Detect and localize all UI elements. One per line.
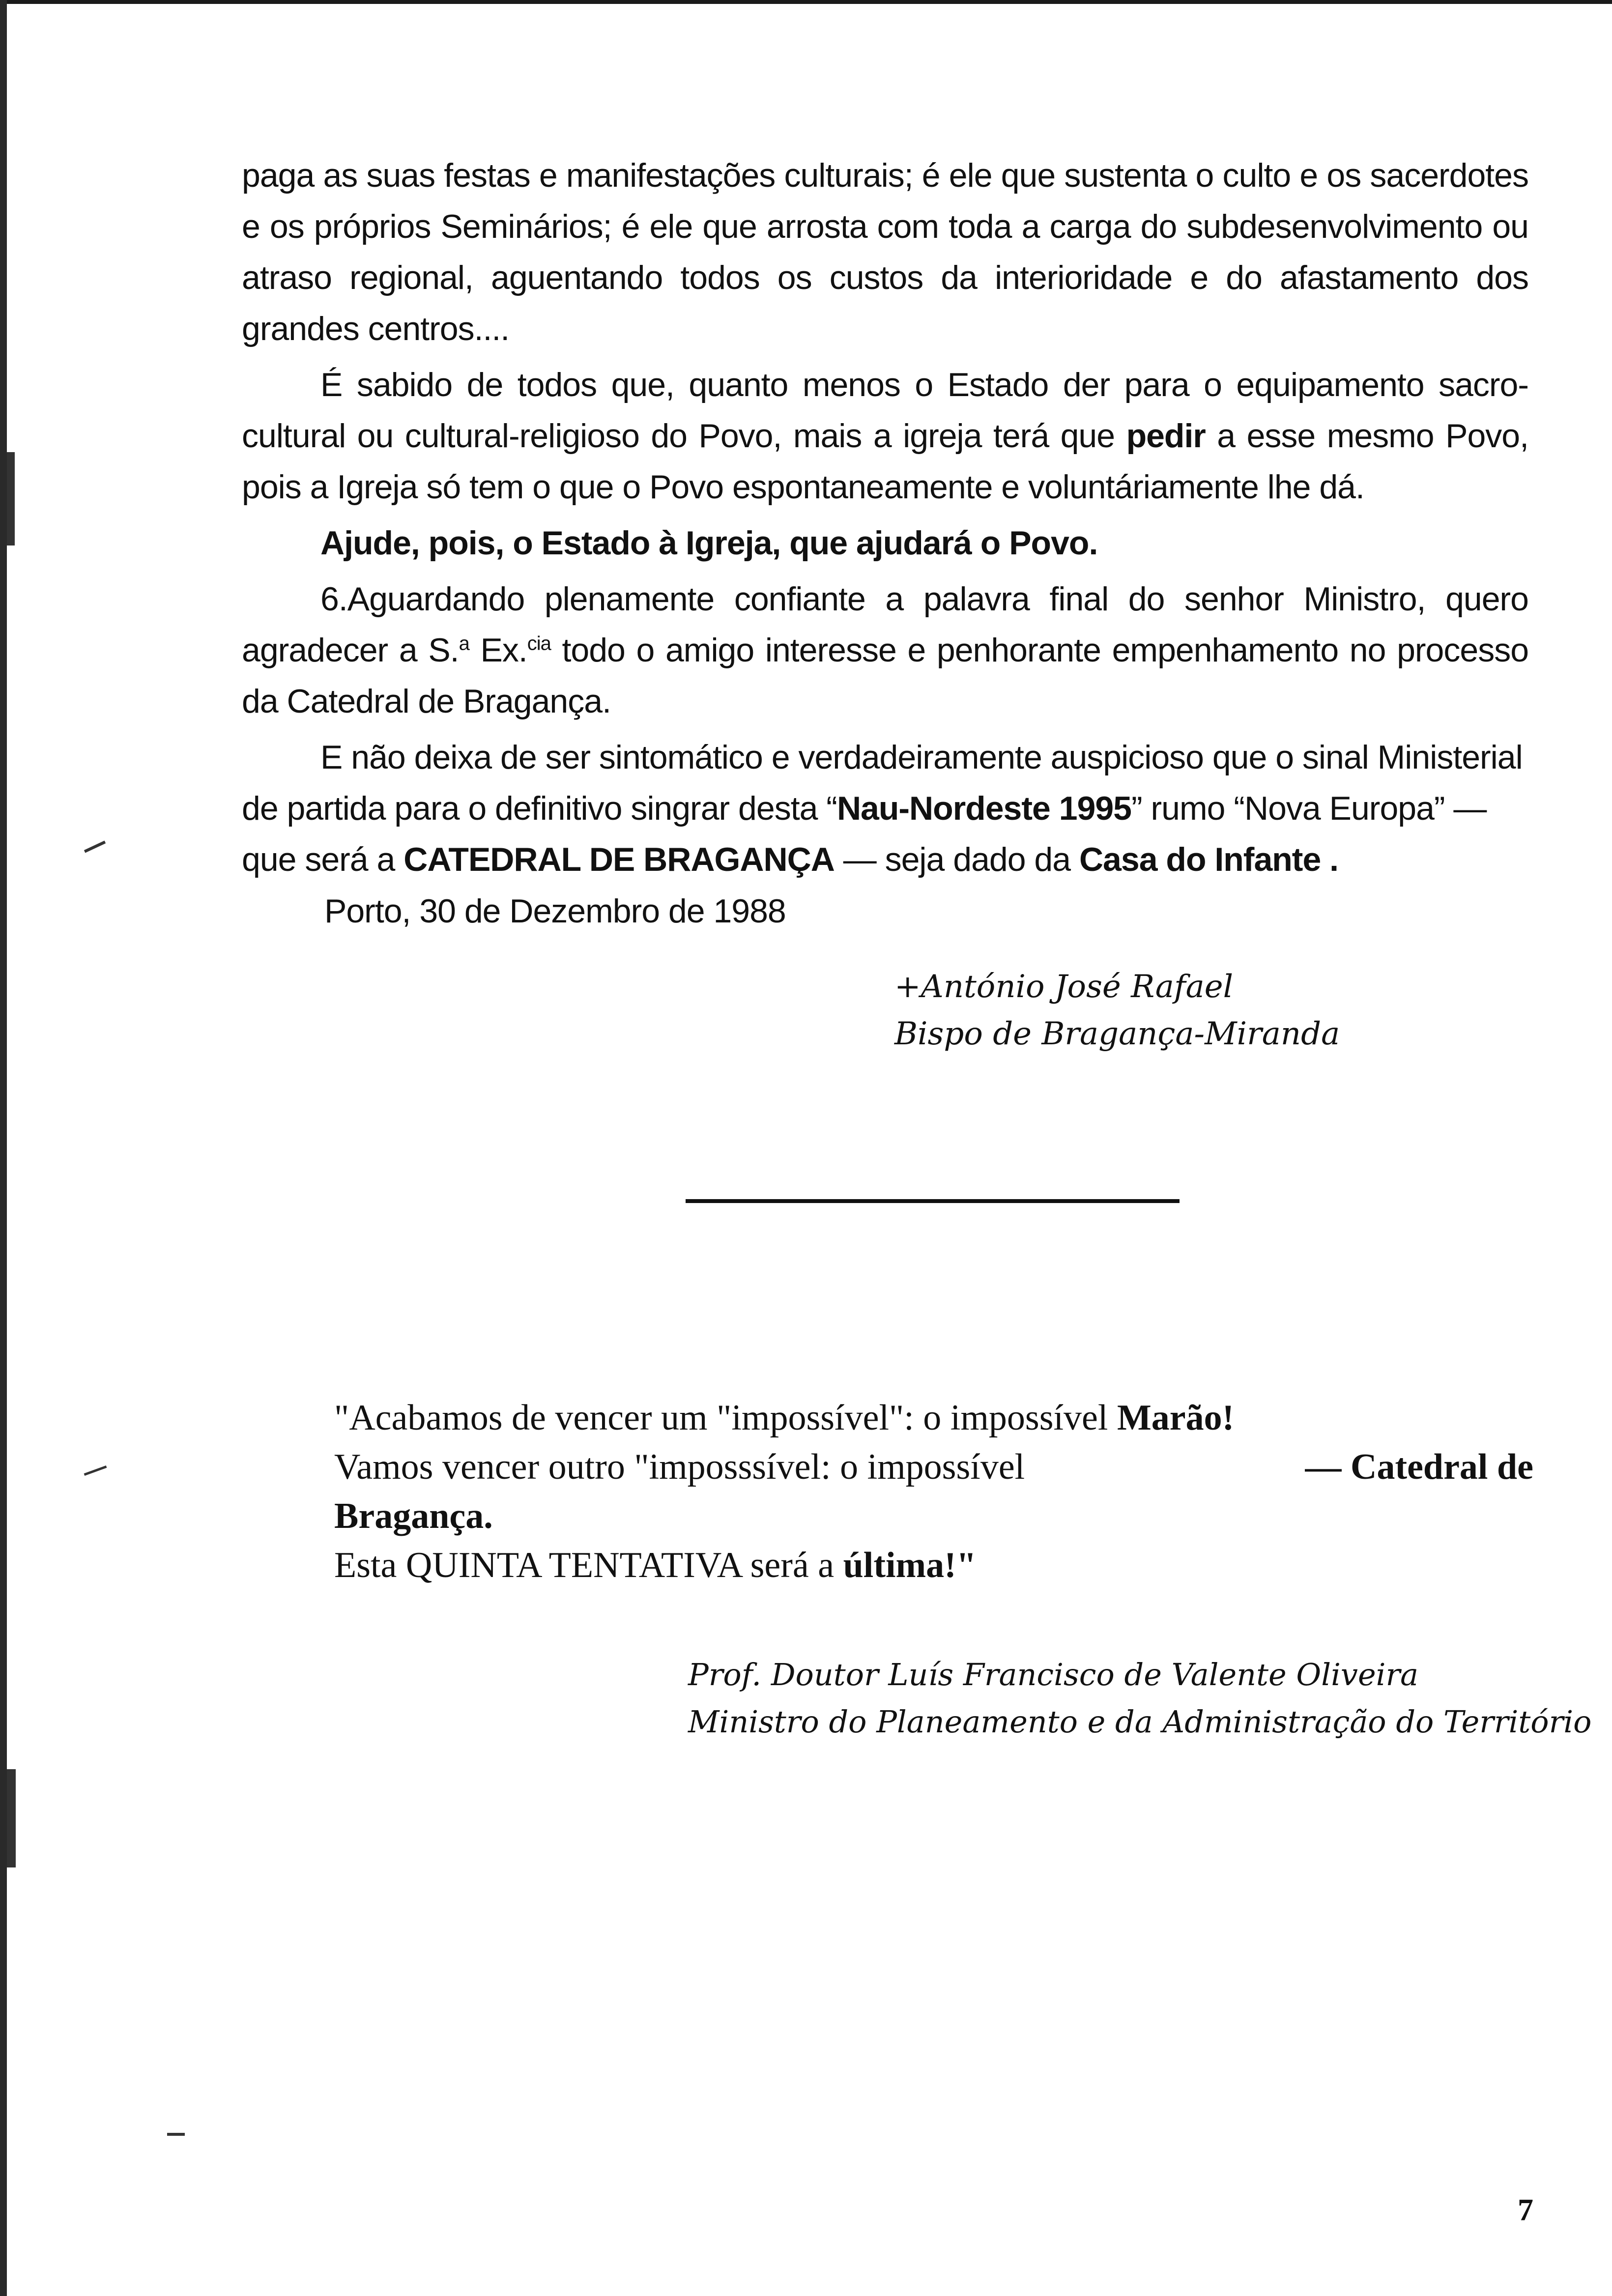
quote-line-2: Vamos vencer outro "imposssível: o impossível — Catedral de: [334, 1447, 1533, 1487]
signature-minister: [688, 1651, 1591, 1746]
scan-mark: [167, 2133, 185, 2136]
paragraph-5: E não deixa de ser sintomático e verdadeiramente auspicioso que o sinal Ministerial de partida para o definitivo singrar desta “Nau-Nordeste 1995” rumo “Nova Europa” — que será a CATEDRAL DE BRAGANÇA — seja dado da Casa do Infante .: [242, 739, 1523, 878]
scan-mark: [84, 1465, 107, 1476]
minister-quote: [334, 1393, 1533, 1590]
scan-mark: [84, 841, 106, 853]
signature-bishop: [894, 963, 1340, 1058]
quote-line-4: Esta QUINTA TENTATIVA será a última!": [334, 1545, 977, 1585]
page-number: 7: [1518, 2192, 1533, 2227]
dateline: Porto, 30 de Dezembro de 1988: [324, 892, 786, 930]
signature-title: Bispo de Bragança-Miranda: [894, 1016, 1340, 1052]
paragraph-3: Ajude, pois, o Estado à Igreja, que ajudará o Povo.: [320, 524, 1098, 562]
top-border: [0, 0, 1612, 4]
signature-title: Ministro do Planeamento e da Administração do Território: [688, 1704, 1592, 1740]
paragraph-2: É sabido de todos que, quanto menos o Estado der para o equipamento sacro-cultural ou cultural-religioso do Povo, mais a igreja terá que pedir a esse mesmo Povo, pois a Igreja só tem o que o Povo espontaneamente e voluntáriamente lhe dá.: [242, 366, 1528, 506]
scan-mark: [7, 1769, 16, 1867]
paragraph-4: 6.Aguardando plenamente confiante a palavra final do senhor Ministro, quero agradecer a S.$^a$ Ex.$^{cia}$ todo o amigo interesse e penhorante empenhamento no processo da Catedral de Bragança.: [242, 580, 1529, 720]
signature-name: Prof. Doutor Luís Francisco de Valente Oliveira: [688, 1657, 1419, 1693]
signature-name: +António José Rafael: [894, 969, 1234, 1005]
left-border: [0, 0, 7, 2296]
section-divider: [686, 1199, 1180, 1203]
scan-mark: [7, 452, 15, 545]
letter-body: [242, 150, 1528, 890]
quote-line-1: "Acabamos de vencer um "impossível": o impossível Marão!: [334, 1398, 1235, 1438]
quote-line-3: Bragança.: [334, 1496, 493, 1536]
paragraph-1: paga as suas festas e manifestações culturais; é ele que sustenta o culto e os sacerdotes e os próprios Seminários; é ele que arrosta com toda a carga do subdesenvolvimento ou atraso regional, aguentando todos os custos da interioridade e do afastamento dos grandes centros....: [242, 157, 1528, 347]
